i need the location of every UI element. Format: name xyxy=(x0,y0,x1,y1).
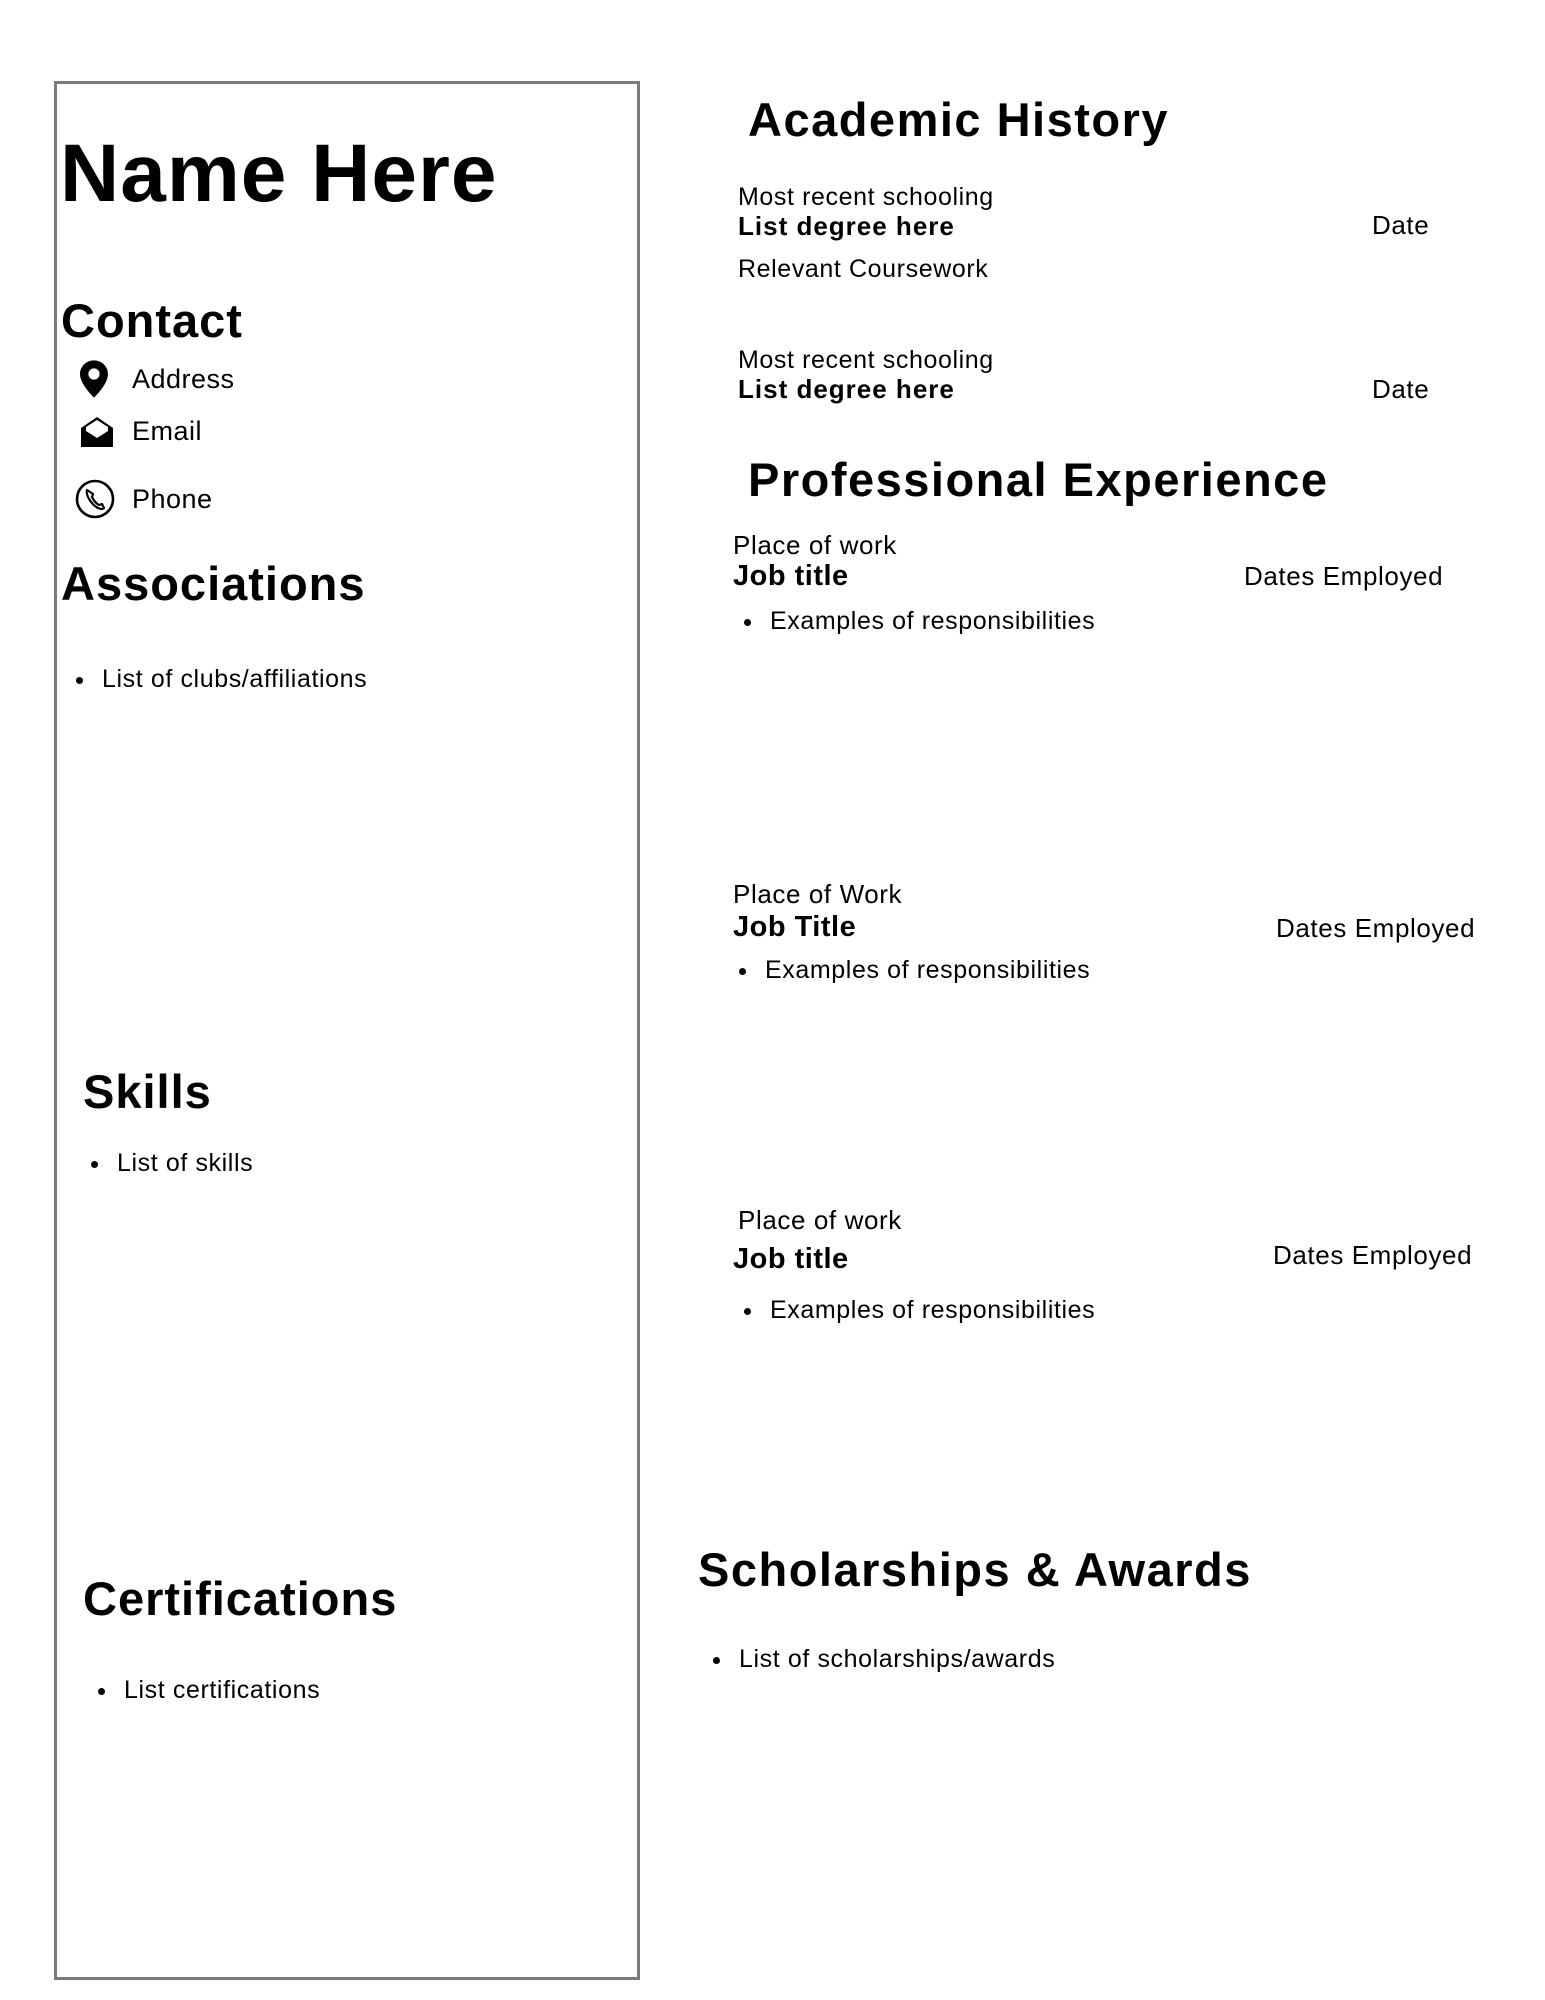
experience-heading: Professional Experience xyxy=(748,453,1329,506)
academic-heading: Academic History xyxy=(748,93,1170,146)
coursework-label: Relevant Coursework xyxy=(738,255,989,283)
associations-list xyxy=(70,665,367,694)
school-name: Most recent schooling xyxy=(738,346,994,374)
job-dates: Dates Employed xyxy=(1244,561,1444,591)
job-dates: Dates Employed xyxy=(1276,913,1476,943)
list-item: List of skills xyxy=(85,1149,253,1178)
list-item: Examples of responsibilities xyxy=(733,956,1090,985)
contact-email: Email xyxy=(132,416,203,446)
degree-date: Date xyxy=(1372,210,1430,240)
name-heading: Name Here xyxy=(60,128,498,219)
job-title: Job title xyxy=(733,560,849,592)
contact-heading: Contact xyxy=(61,294,243,347)
phone-icon xyxy=(74,478,116,525)
skills-list xyxy=(85,1149,253,1178)
job-title: Job title xyxy=(733,1243,849,1275)
list-item: Examples of responsibilities xyxy=(738,1296,1095,1325)
contact-phone: Phone xyxy=(132,484,213,514)
certifications-list xyxy=(92,1676,320,1705)
job-place: Place of work xyxy=(738,1205,902,1235)
job-dates: Dates Employed xyxy=(1273,1240,1473,1270)
associations-heading: Associations xyxy=(61,557,366,610)
certifications-heading: Certifications xyxy=(83,1572,398,1625)
contact-address: Address xyxy=(132,364,235,394)
job-place: Place of Work xyxy=(733,879,903,909)
list-item: Examples of responsibilities xyxy=(738,607,1095,636)
job-responsibilities xyxy=(733,956,1090,985)
job-responsibilities xyxy=(738,1296,1095,1325)
skills-heading: Skills xyxy=(83,1065,212,1118)
job-place: Place of work xyxy=(733,530,897,560)
awards-list xyxy=(707,1645,1055,1674)
job-responsibilities xyxy=(738,607,1095,636)
awards-heading: Scholarships & Awards xyxy=(698,1543,1252,1596)
list-item: List of clubs/affiliations xyxy=(70,665,367,694)
degree-label: List degree here xyxy=(738,374,955,404)
job-title: Job Title xyxy=(733,911,857,943)
school-name: Most recent schooling xyxy=(738,183,994,211)
list-item: List certifications xyxy=(92,1676,320,1705)
list-item: List of scholarships/awards xyxy=(707,1645,1055,1674)
degree-date: Date xyxy=(1372,374,1430,404)
location-pin-icon xyxy=(80,360,108,403)
envelope-icon xyxy=(80,416,114,453)
degree-label: List degree here xyxy=(738,211,955,241)
